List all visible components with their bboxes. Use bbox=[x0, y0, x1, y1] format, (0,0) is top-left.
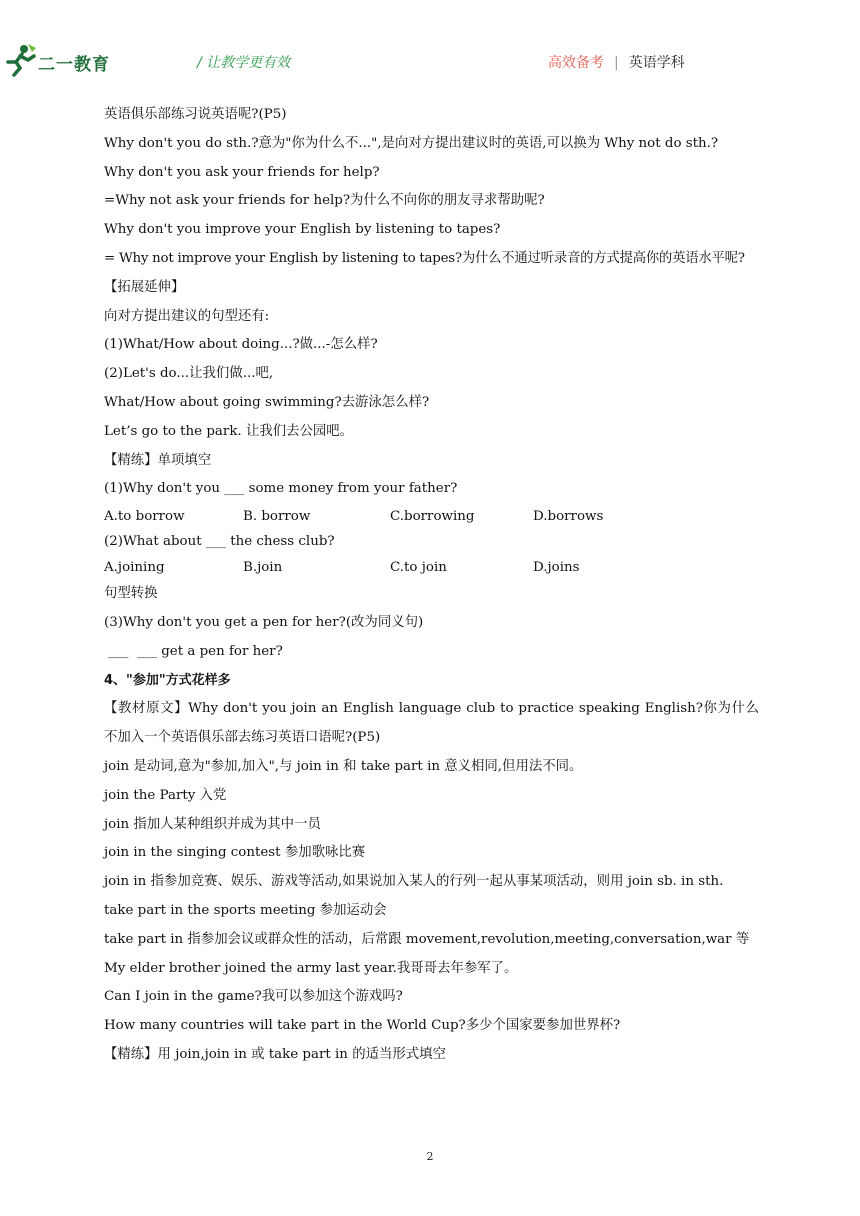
document-body bbox=[104, 101, 759, 1070]
header-tag-efficient-prep: 高效备考 bbox=[548, 55, 604, 71]
option-b: B.join bbox=[243, 560, 283, 576]
header-right bbox=[548, 52, 685, 72]
question-3: (3)Why don't you get a pen for her?(改为同义句) bbox=[104, 614, 424, 630]
text-line: join 指加人某种组织并成为其中一员 bbox=[104, 816, 321, 832]
text-line: How many countries will take part in the World Cup?多少个国家要参加世界杯? bbox=[104, 1018, 621, 1034]
header-subject: 英语学科 bbox=[628, 55, 685, 71]
text-line: join in the singing contest 参加歌咏比赛 bbox=[104, 845, 366, 861]
text-line: My elder brother joined the army last year.我哥哥去年参军了。 bbox=[104, 960, 518, 976]
option-b: B. borrow bbox=[243, 509, 311, 525]
text-line: 英语俱乐部练习说英语呢?(P5) bbox=[104, 107, 287, 122]
question-3-blank: ___ ___ get a pen for her? bbox=[104, 643, 283, 659]
logo bbox=[2, 42, 112, 78]
text-line: Can I join in the game?我可以参加这个游戏吗? bbox=[104, 989, 403, 1005]
text-line: Why don't you ask your friends for help? bbox=[104, 164, 380, 180]
text-line: (2)Let's do...让我们做...吧, bbox=[104, 366, 274, 382]
option-d: D.joins bbox=[533, 560, 580, 576]
section-heading-extension: 【拓展延伸】 bbox=[104, 279, 185, 295]
text-line: (1)What/How about doing...?做...-怎么样? bbox=[104, 337, 378, 353]
text-line: join in 指参加竞赛、娱乐、游戏等活动,如果说加入某人的行列一起从事某项活动，则用 join sb. in sth. bbox=[104, 874, 724, 890]
text-line: 向对方提出建议的句型还有: bbox=[104, 308, 270, 324]
text-line: Why don't you improve your English by listening to tapes? bbox=[104, 222, 501, 238]
text-line: join the Party 入党 bbox=[104, 787, 227, 803]
option-c: C.borrowing bbox=[390, 509, 475, 525]
textbook-original: 【教材原文】Why don't you join an English language club to practice speaking English?你为什么不加入一个英语俱乐部去练习英语口语呢?(P5) bbox=[104, 701, 759, 746]
text-line: take part in 指参加会议或群众性的活动，后常跟 movement,revolution,meeting,conversation,war 等 bbox=[104, 931, 750, 947]
option-c: C.to join bbox=[390, 560, 447, 576]
question-1-options bbox=[104, 504, 759, 529]
option-d: D.borrows bbox=[533, 509, 604, 525]
question-1: (1)Why don't you ___ some money from your father? bbox=[104, 481, 458, 497]
exercise-heading: 【精练】单项填空 bbox=[104, 452, 212, 468]
text-line: Why don't you do sth.?意为"你为什么不...",是向对方提出建议时的英语,可以换为 Why not do sth.? bbox=[104, 135, 719, 151]
text-line: = Why not improve your English by listening to tapes?为什么不通过听录音的方式提高你的英语水平呢? bbox=[104, 250, 745, 266]
page-header bbox=[0, 0, 860, 90]
question-2-options bbox=[104, 555, 759, 580]
text-line: join 是动词,意为"参加,加入",与 join in 和 take part in 意义相同,但用法不同。 bbox=[104, 758, 583, 774]
page-number: 2 bbox=[426, 1150, 434, 1163]
text-line: =Why not ask your friends for help?为什么不向你的朋友寻求帮助呢? bbox=[104, 193, 545, 209]
runner-logo-icon bbox=[2, 42, 38, 78]
logo-text: 二一教育 bbox=[38, 55, 110, 75]
header-separator: | bbox=[614, 55, 619, 71]
exercise-heading: 【精练】用 join,join in 或 take part in 的适当形式填空 bbox=[104, 1046, 446, 1062]
section-4-title: 4、"参加"方式花样多 bbox=[104, 672, 231, 688]
option-a: A.to borrow bbox=[104, 509, 185, 525]
text-line: take part in the sports meeting 参加运动会 bbox=[104, 902, 387, 918]
option-a: A.joining bbox=[104, 560, 165, 576]
text-line: 句型转换 bbox=[104, 586, 158, 602]
question-2: (2)What about ___ the chess club? bbox=[104, 534, 335, 550]
text-line: Let’s go to the park. 让我们去公园吧。 bbox=[104, 423, 354, 439]
header-slogan: / 让教学更有效 bbox=[197, 55, 291, 71]
text-line: What/How about going swimming?去游泳怎么样? bbox=[104, 394, 430, 410]
